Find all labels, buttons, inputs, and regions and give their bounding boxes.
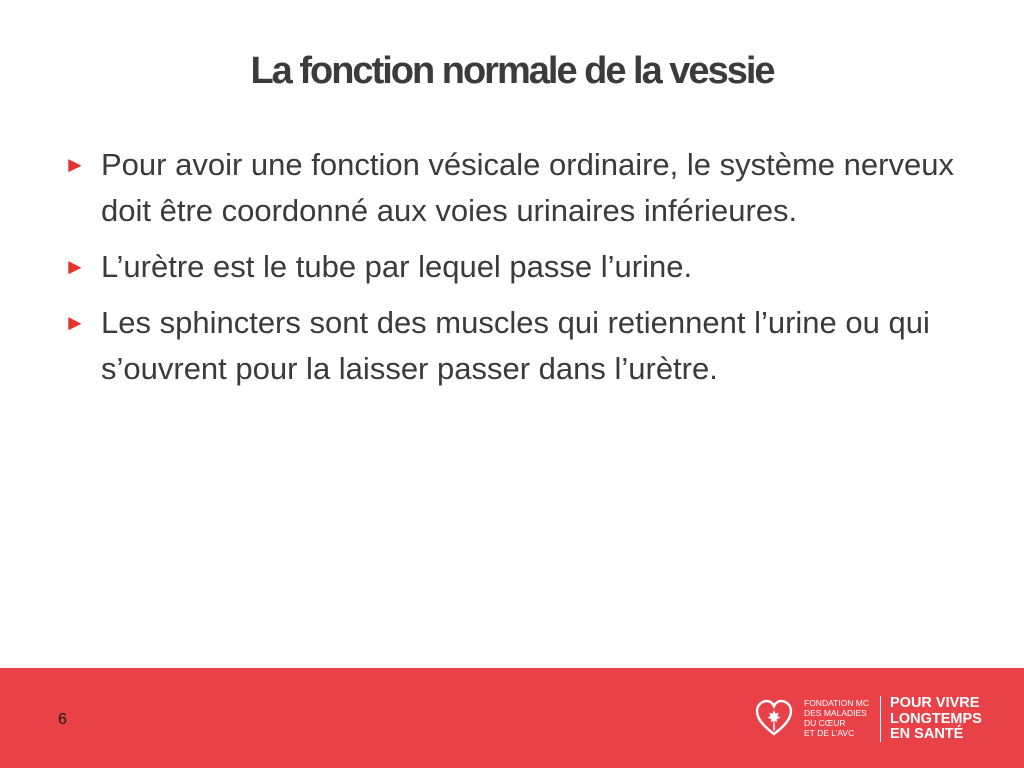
bullet-text: Pour avoir une fonction vésicale ordinaire, le système nerveux doit être coordonné aux voies urinaires inférieures. bbox=[101, 147, 954, 228]
bullet-item bbox=[64, 300, 964, 392]
heart-torch-maple-icon bbox=[754, 698, 794, 738]
bullet-item bbox=[64, 142, 964, 234]
bullet-text: L’urètre est le tube par lequel passe l’urine. bbox=[101, 249, 693, 284]
foundation-name-line: FONDATION MC bbox=[804, 698, 870, 708]
arrow-bullet-icon: ► bbox=[64, 152, 86, 177]
arrow-bullet-icon: ► bbox=[64, 310, 86, 335]
foundation-logo bbox=[754, 692, 1004, 744]
foundation-name-line: DU CŒUR bbox=[804, 718, 846, 728]
bullet-list bbox=[64, 142, 964, 402]
arrow-bullet-icon: ► bbox=[64, 254, 86, 279]
slide-title: La fonction normale de la vessie bbox=[250, 50, 774, 92]
footer-bar bbox=[0, 668, 1024, 768]
foundation-name bbox=[804, 698, 880, 738]
foundation-name-line: ET DE L’AVC bbox=[804, 728, 855, 738]
tagline bbox=[890, 696, 1010, 743]
bullet-text: Les sphincters sont des muscles qui retiennent l’urine ou qui s’ouvrent pour la laisser passer dans l’urètre. bbox=[101, 305, 930, 386]
tagline-line: EN SANTÉ bbox=[890, 726, 964, 742]
tagline-line: LONGTEMPS bbox=[890, 710, 982, 727]
logo-divider bbox=[880, 696, 881, 742]
foundation-name-line: DES MALADIES bbox=[804, 708, 867, 718]
tagline-line: POUR VIVRE bbox=[890, 695, 980, 711]
slide-number: 6 bbox=[58, 711, 67, 728]
bullet-item bbox=[64, 244, 964, 290]
